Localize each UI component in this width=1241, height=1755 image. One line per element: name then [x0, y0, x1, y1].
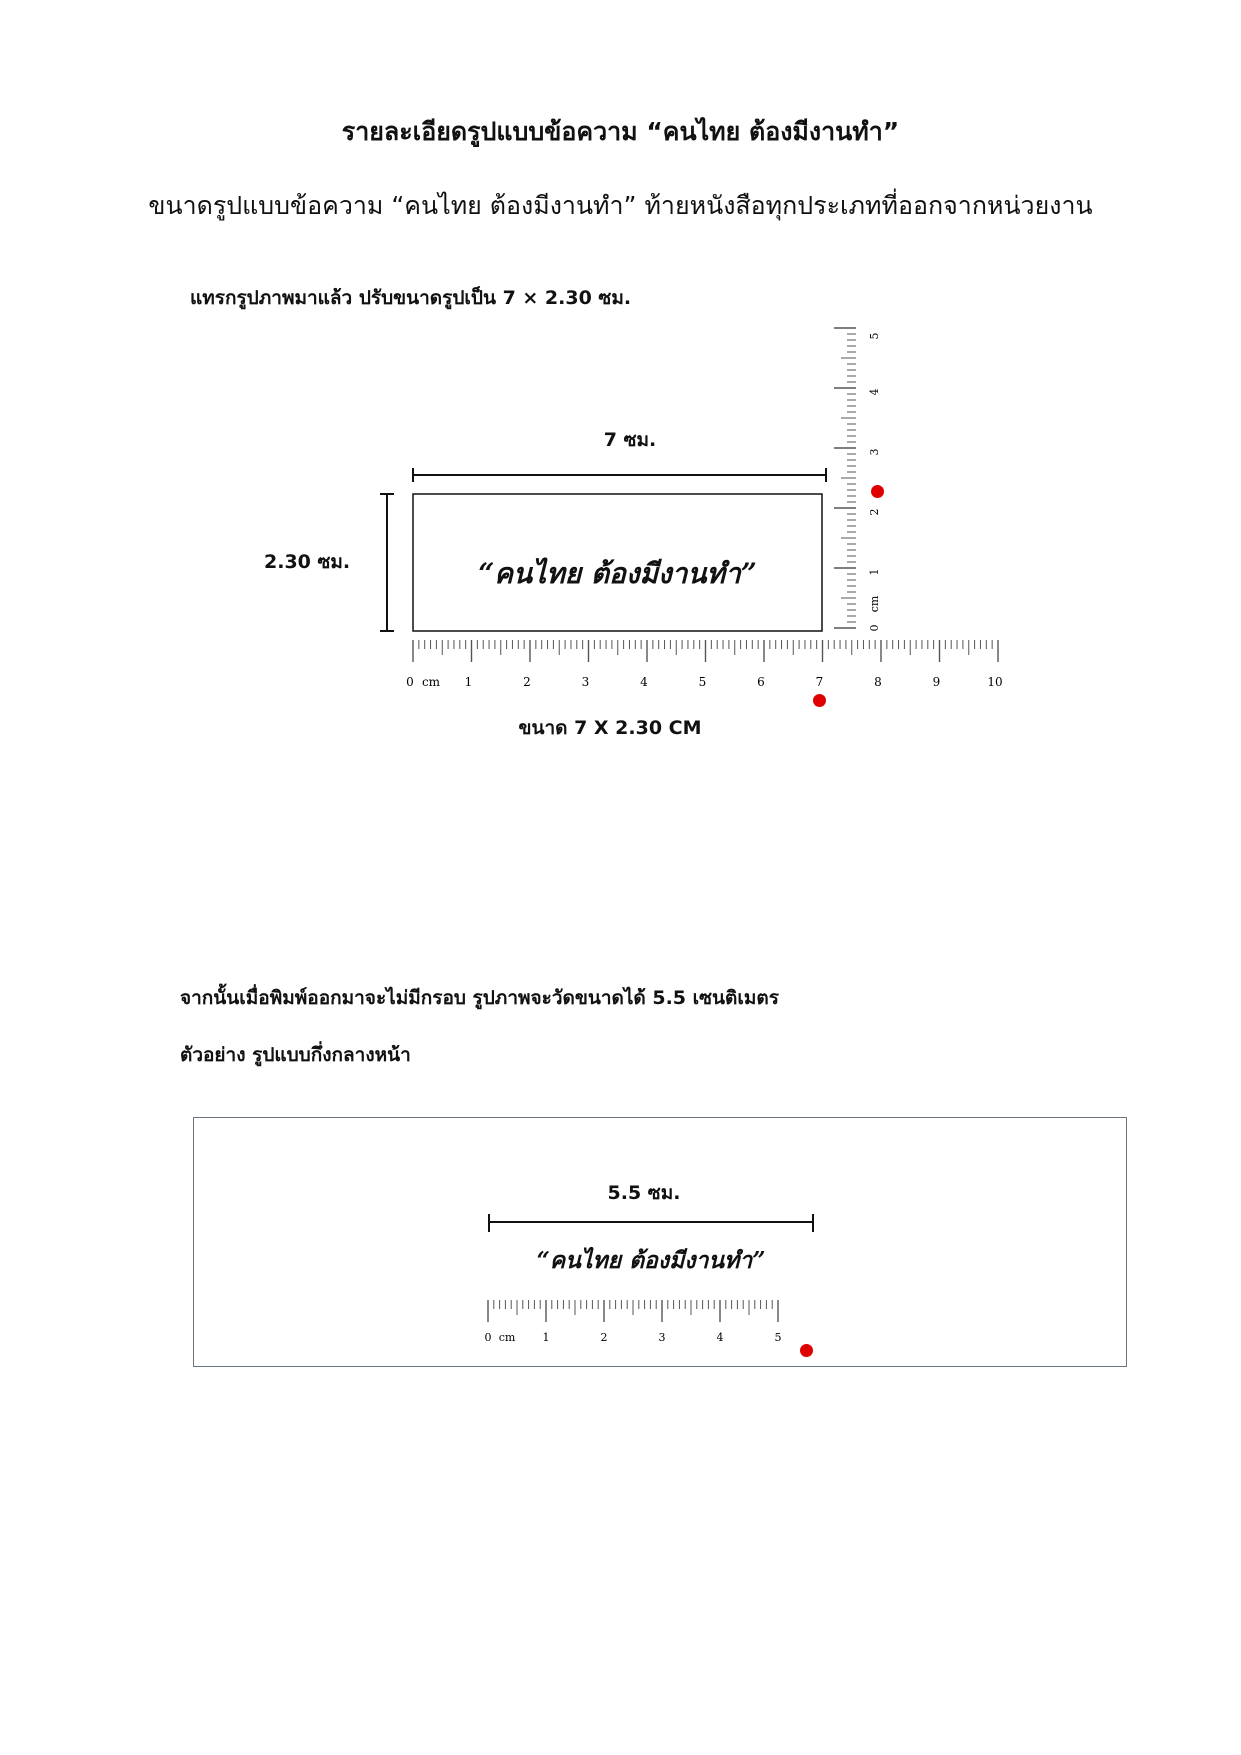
horizontal-ruler-label-5: 5	[698, 675, 707, 689]
page-title: รายละเอียดรูปแบบข้อความ “คนไทย ต้องมีงานทำ”	[341, 117, 900, 146]
example-slogan-text: “คนไทย ต้องมีงานทำ”	[536, 1247, 766, 1274]
example-note: ตัวอย่าง รูปแบบกึ่งกลางหน้า	[180, 1044, 411, 1066]
resize-instruction: แทรกรูปภาพมาแล้ว ปรับขนาดรูปเป็น 7 × 2.30 ซม.	[190, 287, 632, 309]
horizontal-ruler-label-10: 10	[987, 675, 1003, 689]
horizontal-ruler-label-2: 2	[523, 675, 531, 689]
example-ruler-label-5: 5	[774, 1331, 782, 1344]
vertical-ruler-label-5: 5	[868, 332, 881, 340]
horizontal-ruler-label-3: 3	[581, 675, 590, 689]
example-marker-dot	[800, 1344, 813, 1357]
page-subtitle: ขนาดรูปแบบข้อความ “คนไทย ต้องมีงานทำ” ท้ายหนังสือทุกประเภทที่ออกจากหน่วยงาน	[148, 191, 1093, 220]
horizontal-ruler-label-8: 8	[874, 675, 882, 689]
vertical-ruler-unit: cm	[868, 595, 881, 613]
example-ruler-label-4: 4	[716, 1331, 724, 1344]
example-ruler-ticks	[488, 1300, 778, 1322]
vertical-ruler-label-3: 3	[868, 448, 881, 456]
width-label: 7 ซม.	[603, 429, 657, 451]
vertical-ruler-label-0: 0	[868, 624, 881, 632]
example-width-label: 5.5 ซม.	[607, 1182, 681, 1204]
height-label: 2.30 ซม.	[264, 551, 351, 573]
example-ruler-label-0: 0	[484, 1331, 492, 1344]
horizontal-ruler-label-9: 9	[932, 675, 941, 689]
example-ruler-label-2: 2	[600, 1331, 608, 1344]
vertical-ruler-label-2: 2	[868, 508, 881, 516]
size-caption: ขนาด 7 X 2.30 CM	[518, 717, 702, 739]
horizontal-ruler-label-1: 1	[464, 675, 473, 689]
horizontal-ruler-label-7: 7	[815, 675, 824, 689]
print-note: จากนั้นเมื่อพิมพ์ออกมาจะไม่มีกรอบ รูปภาพจะวัดขนาดได้ 5.5 เซนติเมตร	[180, 987, 779, 1009]
slogan-text: “คนไทย ต้องมีงานทำ”	[478, 557, 757, 590]
horizontal-ruler-label-0: 0	[406, 675, 414, 689]
horizontal-ruler-label-4: 4	[640, 675, 648, 689]
vertical-ruler-label-4: 4	[868, 388, 881, 396]
example-ruler-label-1: 1	[542, 1331, 550, 1344]
horizontal-ruler-label-6: 6	[757, 675, 765, 689]
horizontal-ruler-unit: cm	[421, 675, 441, 689]
example-ruler-unit: cm	[498, 1331, 516, 1344]
example-ruler	[482, 1298, 822, 1348]
vertical-ruler-label-1: 1	[868, 568, 881, 576]
example-ruler-label-3: 3	[658, 1331, 666, 1344]
